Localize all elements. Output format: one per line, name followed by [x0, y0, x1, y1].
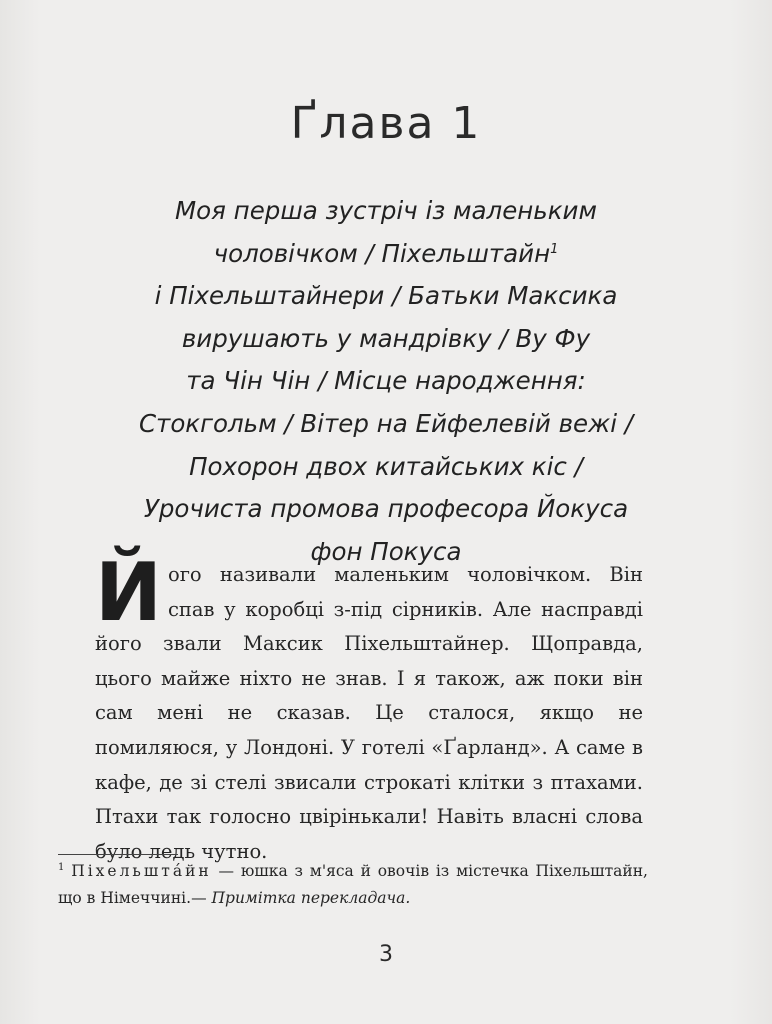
summary-line: Урочиста промова професора Йокуса	[143, 494, 629, 524]
chapter-summary	[60, 190, 712, 573]
page-number: 3	[379, 942, 393, 967]
footnote-term: Піхельшта́йн	[71, 862, 212, 880]
summary-line: Стокгольм / Вітер на Ейфелевій вежі /	[138, 408, 634, 438]
translator-note: Примітка перекладача.	[211, 889, 411, 907]
summary-line: фон Покуса	[310, 536, 462, 566]
summary-line: Моя перша зустріч із маленьким	[175, 196, 597, 225]
summary-line: та Чін Чін / Місце народження:	[186, 366, 586, 396]
summary-line: чоловічком / Піхельштайн	[213, 238, 551, 268]
summary-line: вирушають у мандрівку / Ву Фу	[181, 323, 591, 353]
footnote-divider	[58, 854, 178, 855]
footnote	[58, 858, 648, 912]
footnote-definition: — юшка з м'яса й овочів із містечка Піхельштайн, що в Німеччині.—	[58, 862, 648, 907]
body-text: ого називали маленьким чоловічком. Він спав у коробці з-під сірників. Але насправді його звали Максик Піхельштайнер. Щоправда, цього майже ніхто не знав. І я також, аж поки він сам мені не сказав. Це сталося, якщо не помиляюся, у Лондоні. У готелі «Ґарланд». А саме в кафе, де зі стелі звисали строкаті клітки з птахами. Птахи так голосно цвірінькали! Навіть власні слова було ледь чутно.	[95, 563, 643, 863]
summary-line: Похорон двох китайських кіс /	[189, 451, 583, 481]
summary-line: і Піхельштайнери / Батьки Максика	[154, 281, 618, 311]
chapter-title: Ґлава 1	[290, 98, 482, 149]
footnote-reference[interactable]: 1	[550, 241, 559, 257]
drop-cap: Й	[95, 546, 162, 639]
footnote-marker: 1	[58, 861, 65, 873]
